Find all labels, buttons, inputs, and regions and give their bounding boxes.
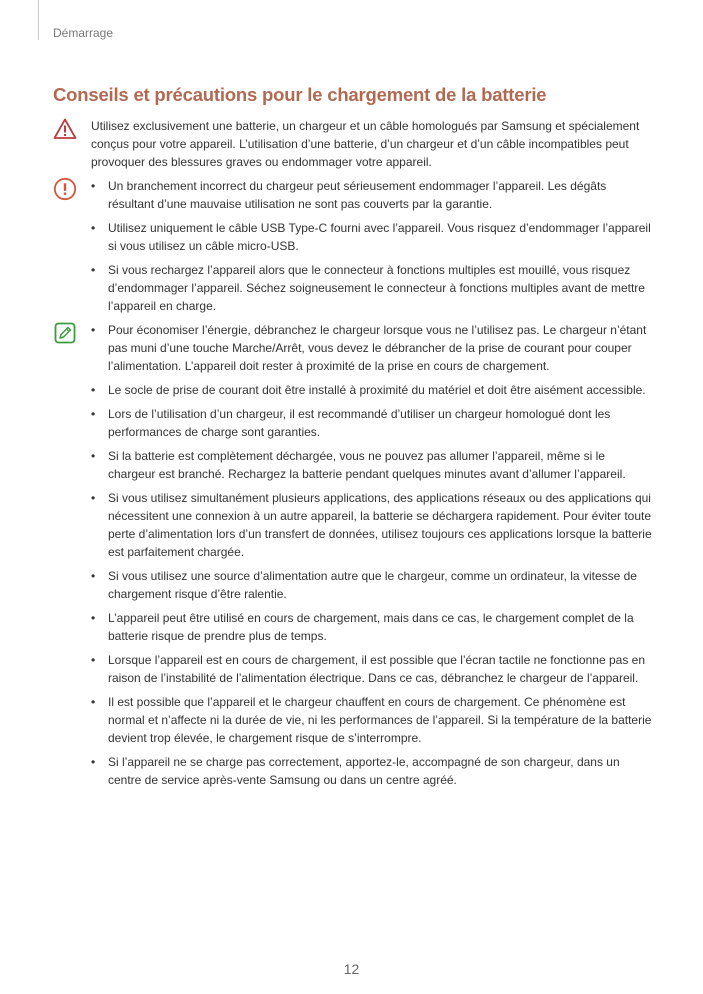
warning-triangle-icon: [53, 117, 77, 141]
caution-list: [91, 177, 653, 315]
list-item: • Si vous rechargez l’appareil alors que le connecteur à fonctions multiples est mouillé, vous risquez d’endommager l’appareil. Séchez soigneusement le connecteur à fonctions multiples avant de mettre l’appareil en charge.: [91, 261, 653, 315]
warning-block: [53, 117, 653, 171]
list-item: • Utilisez uniquement le câble USB Type-C fourni avec l’appareil. Vous risquez d’endommager l’appareil si vous utilisez un câble micro-USB.: [91, 219, 653, 255]
list-item: • Si la batterie est complètement déchargée, vous ne pouvez pas allumer l’appareil, même si le chargeur est branché. Rechargez la batterie pendant quelques minutes avant d’allumer l’appareil.: [91, 447, 653, 483]
list-item: • Si vous utilisez une source d’alimentation autre que le chargeur, comme un ordinateur, la vitesse de chargement risque d’être ralentie.: [91, 567, 653, 603]
section-label: Démarrage: [53, 26, 114, 40]
list-item: • Pour économiser l’énergie, débranchez le chargeur lorsque vous ne l’utilisez pas. Le chargeur n’étant pas muni d’une touche Marche/Arrêt, vous devez le débrancher de la prise de courant pour couper l’alimentation. L’appareil doit rester à proximité de la prise en cours de chargement.: [91, 321, 653, 375]
note-block: [53, 321, 653, 795]
page-number: 12: [343, 961, 360, 977]
list-item: • Un branchement incorrect du chargeur peut sérieusement endommager l’appareil. Les dégâts résultant d’une mauvaise utilisation ne sont pas couverts par la garantie.: [91, 177, 653, 213]
list-item: • Le socle de prise de courant doit être installé à proximité du matériel et doit être aisément accessible.: [91, 381, 653, 399]
note-pencil-icon: [53, 321, 77, 345]
list-item: • Si l’appareil ne se charge pas correctement, apportez-le, accompagné de son chargeur, dans un centre de service après-vente Samsung ou dans un centre agréé.: [91, 753, 653, 789]
caution-block: [53, 177, 653, 321]
section-divider: [38, 0, 39, 40]
caution-exclamation-icon: [53, 177, 77, 201]
page-title: Conseils et précautions pour le chargement de la batterie: [53, 84, 547, 105]
list-item: • Si vous utilisez simultanément plusieurs applications, des applications réseaux ou des applications qui nécessitent une connexion à un autre appareil, la batterie se déchargera rapidement. Pour éviter toute perte d’alimentation lors d’un transfert de données, utilisez toujours ces applications lorsque la batterie est parfaitement chargée.: [91, 489, 653, 561]
list-item: • L’appareil peut être utilisé en cours de chargement, mais dans ce cas, le chargement complet de la batterie risque de prendre plus de temps.: [91, 609, 653, 645]
note-list: [91, 321, 653, 789]
list-item: • Lorsque l’appareil est en cours de chargement, il est possible que l’écran tactile ne fonctionne pas en raison de l’instabilité de l’alimentation électrique. Dans ce cas, débranchez le chargeur de l’appareil.: [91, 651, 653, 687]
list-item: • Il est possible que l’appareil et le chargeur chauffent en cours de chargement. Ce phénomène est normal et n’affecte ni la durée de vie, ni les performances de l’appareil. Si la température de la batterie devient trop élevée, le chargement risque de s’interrompre.: [91, 693, 653, 747]
list-item: • Lors de l’utilisation d’un chargeur, il est recommandé d’utiliser un chargeur homologué dont les performances de charge sont garanties.: [91, 405, 653, 441]
warning-text: Utilisez exclusivement une batterie, un chargeur et un câble homologués par Samsung et spécialement conçus pour votre appareil. L’utilisation d’une batterie, d’un chargeur et d’un câble incompatibles peut provoquer des blessures graves ou endommager votre appareil.: [91, 119, 640, 169]
